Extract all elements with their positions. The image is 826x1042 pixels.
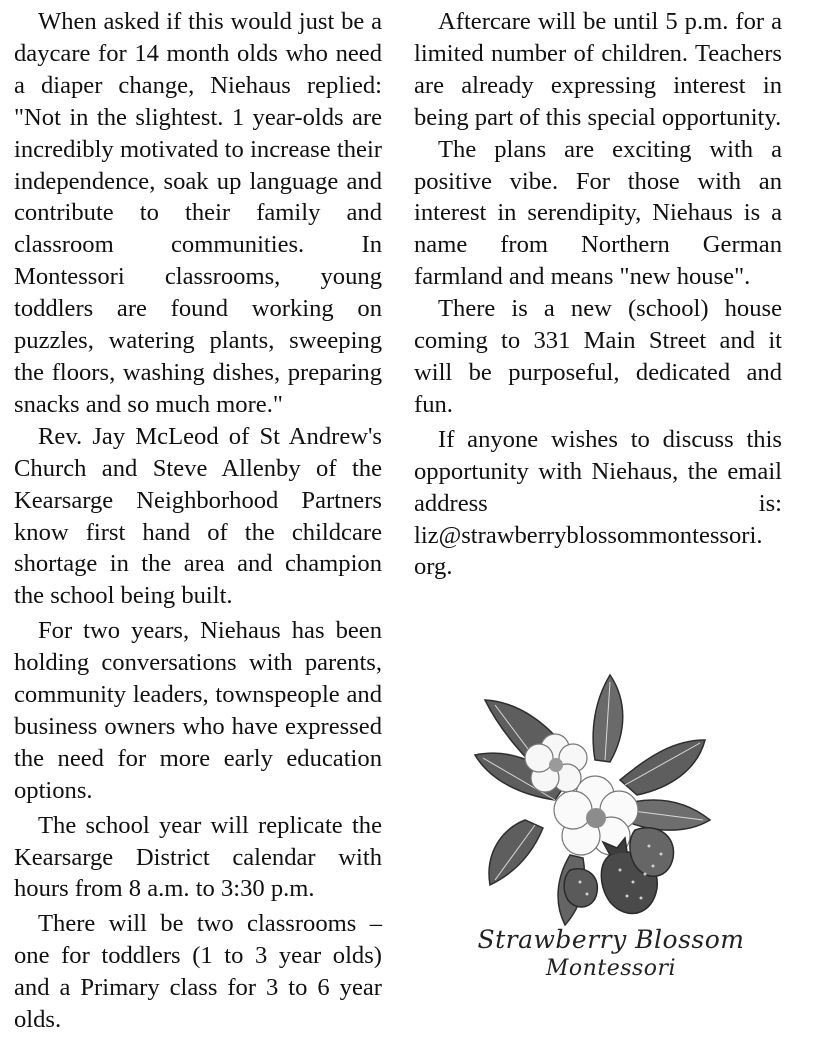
article-left-column [14, 6, 382, 1036]
paragraph-community-support: Rev. Jay McLeod of St Andrew's Church and Steve Allenby of the Kearsarge Neighborhood Partners know first hand of the childcare shortage in the area and champion the school being built. [14, 422, 382, 610]
school-logo [405, 630, 817, 1042]
paragraph-classrooms: There will be two classrooms – one for toddlers (1 to 3 year olds) and a Primary class for 3 to 6 year olds. [14, 910, 382, 1034]
paragraph-name-meaning: The plans are exciting with a positive vibe. For those with an interest in serendipity, Niehaus is a name from Northern German farmland and means "new house". [414, 135, 782, 291]
paragraph-new-house: There is a new (school) house coming to 331 Main Street and it will be purposeful, dedicated and fun. [414, 295, 782, 418]
paragraph-conversations: For two years, Niehaus has been holding conversations with parents, community leaders, townspeople and business owners who have expressed the need for more early education options. [14, 617, 382, 804]
logo-subtitle: Montessori [545, 956, 677, 981]
article-right-column [414, 6, 782, 583]
paragraph-aftercare: Aftercare will be until 5 p.m. for a limited number of children. Teachers are already expressing interest in being part of this special opportunity. [414, 8, 782, 131]
paragraph-school-calendar: The school year will replicate the Kearsarge District calendar with hours from 8 a.m. to 3:30 p.m. [14, 811, 382, 903]
logo-title: Strawberry Blossom [477, 925, 745, 954]
paragraph-contact-email: If anyone wishes to discuss this opportunity with Niehaus, the email address is: liz@strawberryblossommontessori.​org. [414, 425, 782, 581]
paragraph-daycare-quote: When asked if this would just be a daycare for 14 month olds who need a diaper change, Niehaus replied: "Not in the slightest. 1 year-olds are incredibly motivated to increase their independence, soak up language and contribute to their family and classroom communities. In Montessori classrooms, young toddlers are found working on puzzles, watering plants, sweeping the floors, washing dishes, preparing snacks and so much more." [14, 8, 382, 418]
